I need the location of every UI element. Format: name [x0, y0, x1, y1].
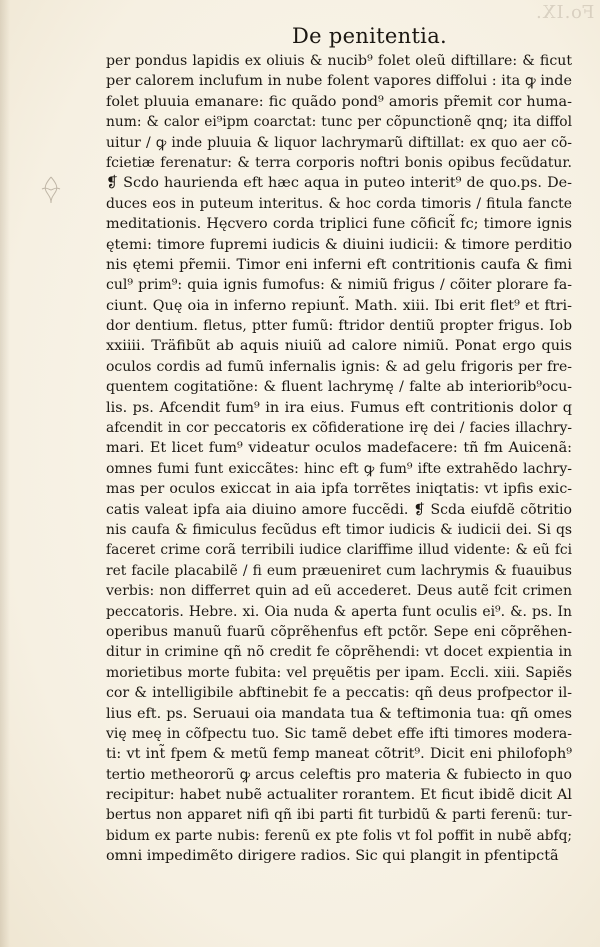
text-line: xxiiii. Träfibũt ab aquis niuiũ ad calore nimiũ. Ponat ergo quis — [106, 338, 572, 355]
text-line: mari. Et licet fum⁹ videatur oculos madefacere: tñ fm Auicenã: — [106, 440, 572, 457]
text-line: lius eft. ps. Seruaui oia mandata tua & teftimonia tua: qñ omes — [106, 705, 572, 722]
text-line: ditur in crimine qñ nõ credit fe cõprẽhendi: vt docet expientia in — [106, 644, 572, 661]
text-line: fcietiæ ferenatur: & terra corporis noftri bonis opibus fecũdatur. — [106, 154, 572, 171]
text-line: peccatoris. Hebre. xi. Oia nuda & aperta funt oculis ei⁹. &. ps. In — [106, 603, 572, 620]
text-line: lis. ps. Afcendit fum⁹ in ira eius. Fumus eft contritionis dolor q — [106, 399, 572, 416]
text-line: verbis: non differret quin ad eũ accederet. Deus autẽ fcit crimen — [106, 583, 572, 600]
text-line: folet pluuia emanare: fic quãdo pond⁹ amoris pr̃emit cor huma- — [106, 93, 572, 110]
text-line: omni impedimẽto dirigere radios. Sic qui plangit in pfentipctã — [106, 848, 559, 865]
text-line: num: & calor ei⁹ipm coarctat: tunc per cõpunctionẽ qnq; ita diffol — [106, 114, 572, 131]
marginal-ornament-icon — [38, 175, 64, 205]
text-line: tertio metheororũ ꝙ arcus celeftis pro materia & fubiecto in quo — [106, 766, 572, 783]
text-line: catis valeat ipfa aia diuino amore fuccẽdi. ❡ Scda eiufdẽ cõtritio — [106, 501, 572, 518]
text-line: nis caufa & fimiculus fecũdus eft timor iudicis & iudicii dei. Si qs — [106, 521, 572, 538]
text-line: operibus manuũ fuarũ cõprẽhenfus eft pctõr. Sepe eni cõprẽhen- — [106, 623, 572, 640]
text-line: per calorem inclufum in nube folent vapores diffolui : ita ꝙ inde — [106, 73, 572, 90]
text-line: morietibus morte fubita: vel pręuẽtis per ipam. Eccli. xiii. Sapiẽs — [106, 664, 572, 681]
text-line: uitur / ꝙ inde pluuia & liquor lachrymarũ diftillat: ex quo aer cõ- — [106, 134, 572, 151]
running-head: De penitentia. — [292, 24, 447, 48]
binding-shadow — [0, 0, 10, 947]
text-line: vię meę in cõfpectu tuo. Sic tamẽ debet effe ifti timores modera- — [106, 725, 572, 742]
text-line: cor & intelligibile abftinebit fe a peccatis: qñ deus profpector il- — [106, 685, 572, 702]
body-text — [106, 51, 572, 867]
text-line: quentem cogitatiõne: & fluent lachrymę / falte ab interiorib⁹ocu- — [106, 379, 572, 396]
text-line: ętemi: timore fupremi iudicis & diuini iudicii: & timore perditio — [106, 236, 572, 253]
text-line: dor dentium. fletus, ptter fumũ: ftridor dentiũ propter frigus. Iob — [106, 318, 572, 335]
text-line: per pondus lapidis ex oliuis & nucib⁹ folet oleũ diftillare: & ficut — [106, 53, 572, 69]
text-line: nis ętemi pr̃emii. Timor eni inferni eft contritionis caufa & fimi — [106, 256, 572, 273]
text-line: ciunt. Quę oia in inferno repiunt̃. Math. xiii. Ibi erit flet⁹ et ftri- — [106, 297, 572, 314]
text-line: ❡ Scdo haurienda eft hæc aqua in puteo interit⁹ de quo.ps. De- — [106, 175, 572, 192]
text-line: ti: vt int̃ fpem & metũ femp maneat cõtrit⁹. Dicit eni philofoph⁹ — [106, 746, 572, 763]
text-line: faceret crime corã terribili iudice clariffime illud vidente: & eũ fci — [106, 542, 572, 559]
text-line: duces eos in puteum interitus. & hoc corda timoris / fitula fancte — [106, 195, 572, 212]
text-line: recipitur: habet nubẽ actualiter rorantem. Et ficut ibidẽ dicit Al — [106, 787, 572, 804]
text-line: afcendit in cor peccatoris ex cõfideratione irę dei / facies illachry- — [106, 420, 572, 437]
text-line: bertus non apparet nifi qñ ibi parti fit turbidũ & parti ferenũ: tur- — [106, 807, 572, 824]
text-line: omnes fumi funt exiccãtes: hinc eft ꝙ fum⁹ ifte extrahẽdo lachry- — [106, 460, 572, 477]
text-line: oculos cordis ad fumũ infernalis ignis: & ad gelu frigoris per fre- — [106, 358, 572, 375]
text-line: ret facile placabilẽ / fi eum præueniret cum lachrymis & fuauibus — [106, 562, 572, 579]
text-line: mas per oculos exiccat in aia ipfa torrẽtes iniqtatis: vt ipfis exic- — [106, 481, 572, 498]
text-line: bidum ex parte nubis: ferenũ ex pte folis vt fol poffit in nubẽ abfq; — [106, 827, 572, 844]
folio-number: Fo.IX. — [534, 2, 594, 23]
text-line: meditationis. Hęcvero corda triplici fune cõficit̃ fc; timore ignis — [106, 216, 572, 233]
text-line: cul⁹ prim⁹: quia ignis fumofus: & nimiũ frigus / cõiter plorare fa- — [106, 277, 572, 294]
